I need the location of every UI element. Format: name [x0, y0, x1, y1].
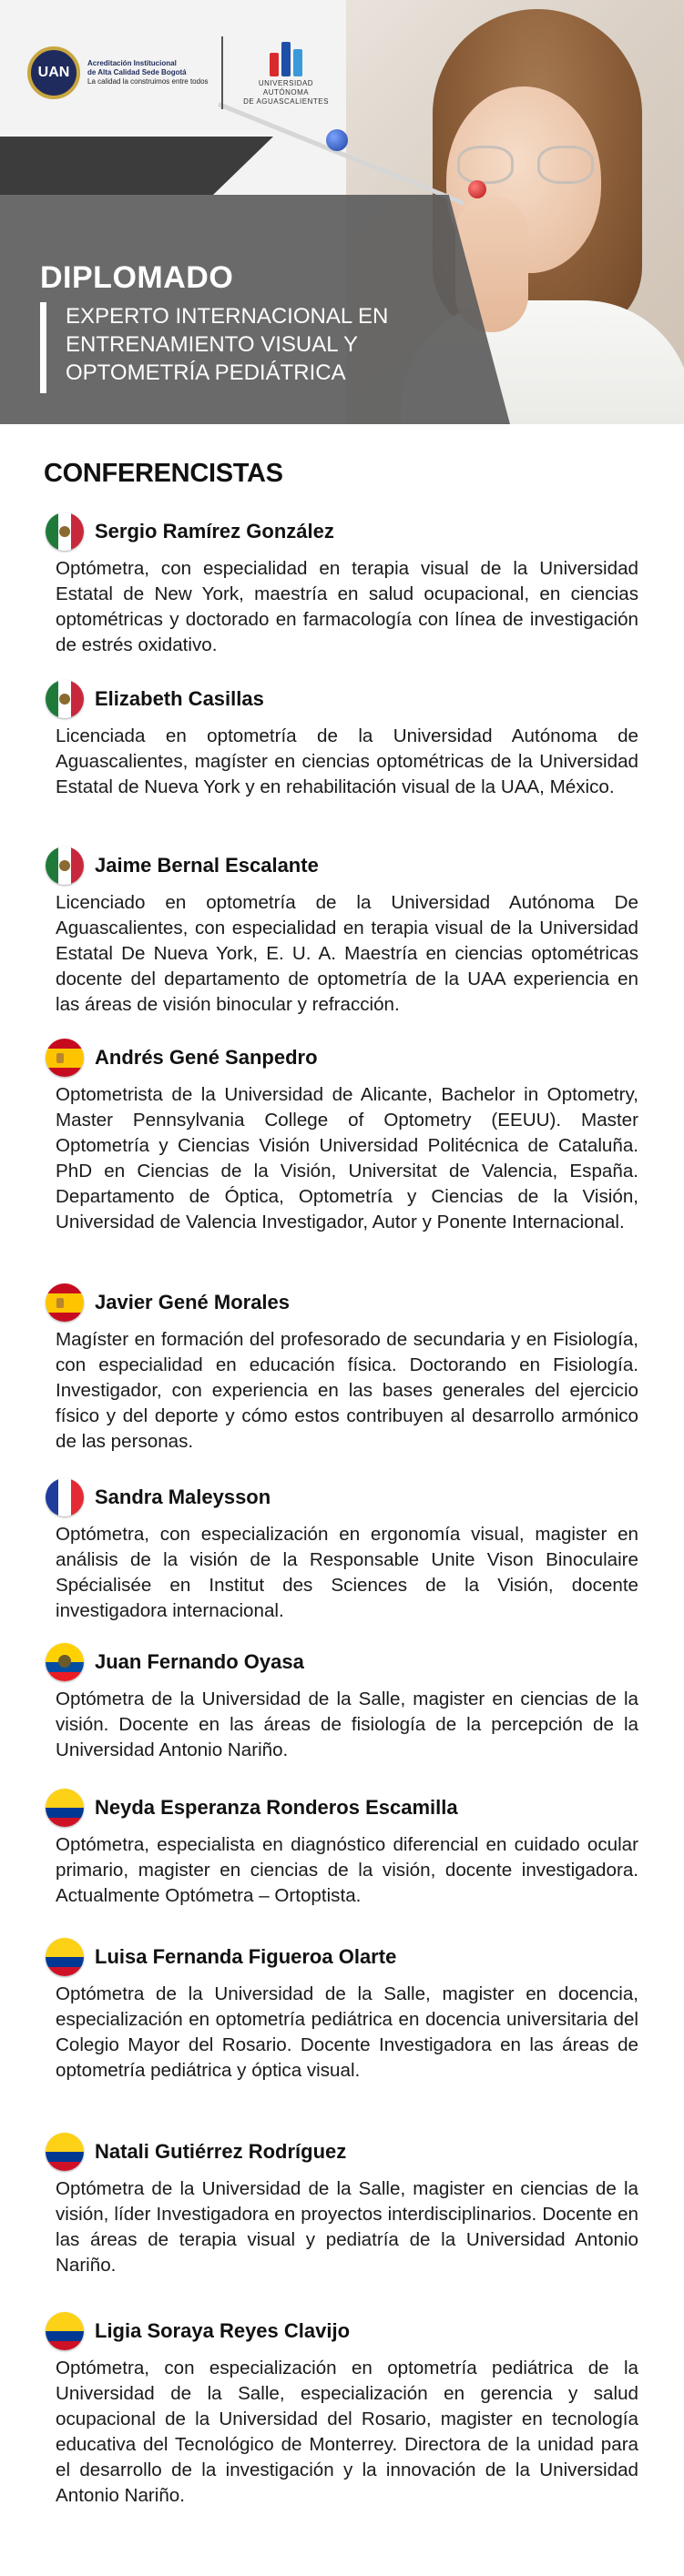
spain-flag-icon	[46, 1283, 84, 1322]
speaker-bio: Licenciada en optometría de la Universidad Autónoma de Aguascalientes, magíster en ciencias optométricas de la Universidad Estatal de Nueva York y en rehabilitación visual de la UAA, México.	[56, 725, 638, 797]
red-bead	[468, 180, 486, 198]
mexico-flag-icon	[46, 847, 84, 885]
speaker-name: Andrés Gené Sanpedro	[95, 1046, 318, 1069]
uaa-mark-icon	[266, 40, 306, 76]
speaker-bio: Optómetra de la Universidad de la Salle, magister en docencia, especialización en optometría pediátrica en docencia universitaria del Colegio Mayor del Rosario. Docente Investigadora en las áreas de optometría pediátrica y óptica visual.	[56, 1983, 638, 2081]
speaker-name: Elizabeth Casillas	[95, 687, 264, 710]
spain-flag-icon	[46, 1039, 84, 1077]
speaker-bio: Optómetra, especialista en diagnóstico diferencial en cuidado ocular primario, magister en ciencias de la visión, docente investigadora. Actualmente Optómetra – Ortoptista.	[56, 1834, 638, 1906]
colombia-flag-icon	[46, 2312, 84, 2350]
colombia-flag-icon	[46, 2133, 84, 2171]
dark-accent-band	[0, 137, 273, 195]
speaker-bio: Magíster en formación del profesorado de secundaria y en Fisiología, con especialidad en educación física. Doctorando en Fisiología. Investigador, con experiencia en las bases generales del ejercicio físico y del deporte y cómo estos contribuyen al desarrollo armónico de las personas.	[56, 1329, 638, 1452]
program-title: EXPERTO INTERNACIONAL EN ENTRENAMIENTO VISUAL Y OPTOMETRÍA PEDIÁTRICA	[66, 304, 389, 385]
speaker-name: Juan Fernando Oyasa	[95, 1650, 304, 1673]
colombia-flag-icon	[46, 1938, 84, 1976]
header-banner	[0, 0, 684, 424]
speaker-bio: Optómetra, con especialidad en terapia visual de la Universidad Estatal de New York, maestría en salud ocupacional, en ciencias optométricas y doctorado en farmacología con línea de investigación de estrés oxidativo.	[56, 558, 638, 655]
speaker-bio: Optómetra de la Universidad de la Salle, magister en ciencias de la visión. Docente en las áreas de fisiología de la percepción de la Universidad Antonio Nariño.	[56, 1689, 638, 1760]
accreditation-text: Acreditación Institucional de Alta Calidad Sede Bogotá La calidad la construimos entre todos	[87, 59, 209, 86]
blue-bead	[326, 129, 348, 151]
speaker-name: Neyda Esperanza Ronderos Escamilla	[95, 1796, 458, 1819]
speaker-name: Ligia Soraya Reyes Clavijo	[95, 2319, 351, 2342]
speaker-name: Sandra Maleysson	[95, 1486, 271, 1508]
speaker-name: Luisa Fernanda Figueroa Olarte	[95, 1945, 397, 1968]
mexico-flag-icon	[46, 680, 84, 718]
title-accent-bar	[40, 302, 46, 393]
speaker-bio: Optometrista de la Universidad de Alicante, Bachelor in Optometry, Master Pennsylvania College of Optometry (EEUU). Master Optometría y Ciencias Visión Universidad Politécnica de Cataluña. PhD en Ciencias de la Visión, Universitat de Valencia, España. Departamento de Óptica, Optometría y Ciencias de la Visión, Universidad de Valencia Investigador, Autor y Ponente Internacional.	[56, 1084, 638, 1232]
colombia-flag-icon	[46, 1789, 84, 1827]
uaa-logo: UNIVERSIDAD AUTÓNOMA DE AGUASCALIENTES	[236, 40, 336, 106]
uan-seal-logo: UAN	[27, 46, 80, 99]
ecuador-flag-icon	[46, 1643, 84, 1681]
speaker-name: Sergio Ramírez González	[95, 520, 334, 543]
speaker-name: Jaime Bernal Escalante	[95, 854, 319, 877]
speaker-name: Javier Gené Morales	[95, 1291, 291, 1313]
mexico-flag-icon	[46, 512, 84, 551]
section-title: CONFERENCISTAS	[44, 459, 283, 488]
speaker-bio: Optómetra de la Universidad de la Salle, magister en ciencias de la visión, líder Investigadora en proyectos interdisciplinarios. Docente en las áreas de terapia visual y pediatría de la Universidad Antonio Nariño.	[56, 2178, 638, 2276]
speaker-bio: Licenciado en optometría de la Universidad Autónoma De Aguascalientes, con especialidad en terapia visual de la Universidad Estatal De Nueva York, E. U. A. Maestría en ciencias optométricas docente del departamento de optometría de la UAA experiencia en las áreas de visión binocular y refracción.	[56, 892, 638, 1015]
france-flag-icon	[46, 1478, 84, 1516]
speaker-name: Natali Gutiérrez Rodríguez	[95, 2140, 347, 2163]
speaker-bio: Optómetra, con especialización en ergonomía visual, magister en análisis de la visión de la Responsable Unite Vison Binoculaire Spécialisée en Institut des Sciences de la Visión, docente investigadora internacional.	[56, 1524, 638, 1621]
speaker-bio: Optómetra, con especialización en optometría pediátrica de la Universidad de la Salle, especialización en gerencia y salud ocupacional de la Universidad del Rosario, magister en tecnología educativa del Tecnológico de Monterrey. Directora de la unidad para el desarrollo de la investigación y la innovación de la Universidad Antonio Nariño.	[56, 2358, 638, 2506]
logo-divider	[221, 36, 223, 109]
logo-row	[27, 35, 336, 111]
diplomado-kicker: DIPLOMADO	[40, 260, 234, 295]
